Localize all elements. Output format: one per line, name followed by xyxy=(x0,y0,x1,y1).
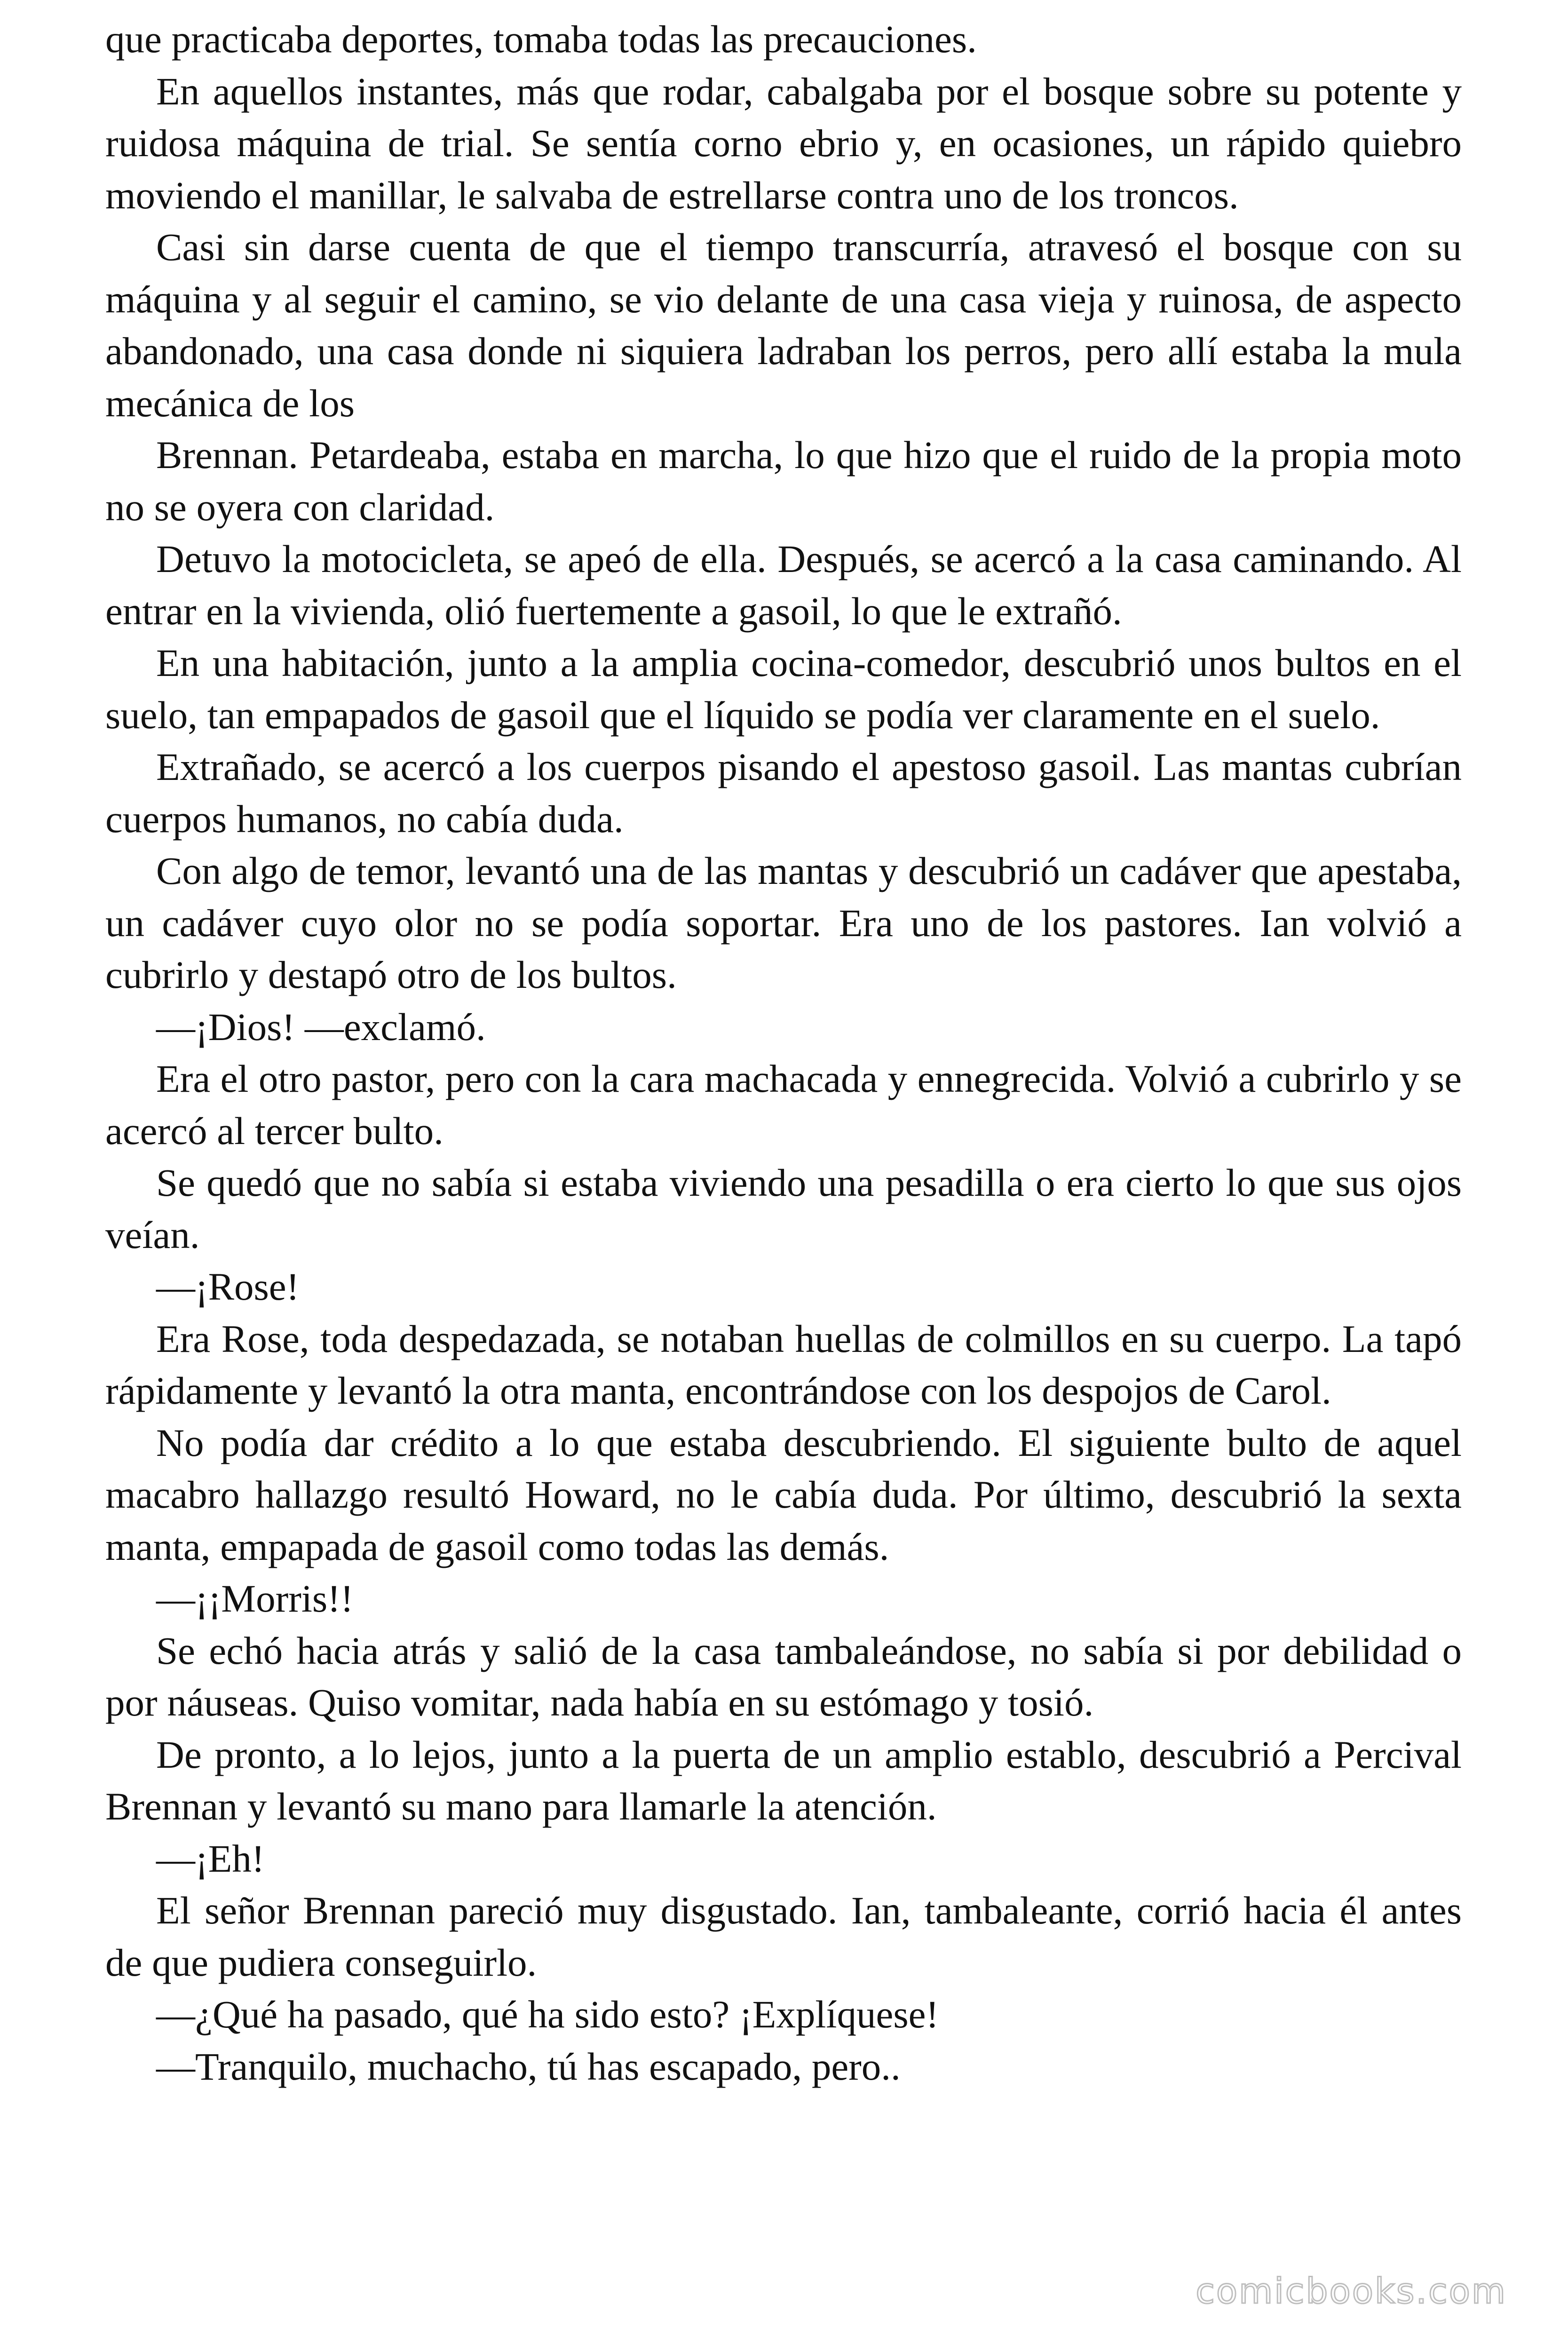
document-page xyxy=(105,13,1462,2092)
dialogue-line: —¿Qué ha pasado, qué ha sido esto? ¡Explíquese! xyxy=(156,1993,939,2036)
paragraph: Con algo de temor, levantó una de las mantas y descubrió un cadáver que apestaba, un cadáver cuyo olor no se podía soportar. Era uno de los pastores. Ian volvió a cubrirlo y destapó otro de los bultos. xyxy=(105,849,1462,996)
paragraph: Era Rose, toda despedazada, se notaban huellas de colmillos en su cuerpo. La tapó rápidamente y levantó la otra manta, encontrándose con los despojos de Carol. xyxy=(105,1317,1462,1412)
paragraph: Se echó hacia atrás y salió de la casa tambaleándose, no sabía si por debilidad o por náuseas. Quiso vomitar, nada había en su estómago y tosió. xyxy=(105,1629,1462,1724)
paragraph: Se quedó que no sabía si estaba viviendo una pesadilla o era cierto lo que sus ojos veían. xyxy=(105,1161,1462,1256)
paragraph: Extrañado, se acercó a los cuerpos pisando el apestoso gasoil. Las mantas cubrían cuerpos humanos, no cabía duda. xyxy=(105,745,1462,841)
paragraph: Detuvo la motocicleta, se apeó de ella. Después, se acercó a la casa caminando. Al entrar en la vivienda, olió fuertemente a gasoil, lo que le extrañó. xyxy=(105,537,1462,633)
paragraph: No podía dar crédito a lo que estaba descubriendo. El siguiente bulto de aquel macabro hallazgo resultó Howard, no le cabía duda. Por último, descubrió la sexta manta, empapada de gasoil como todas las demás. xyxy=(105,1421,1462,1568)
watermark: comicbooks.com xyxy=(1196,2271,1507,2312)
paragraph: En una habitación, junto a la amplia cocina-comedor, descubrió unos bultos en el suelo, tan empapados de gasoil que el líquido se podía ver claramente en el suelo. xyxy=(105,641,1462,737)
paragraph: De pronto, a lo lejos, junto a la puerta de un amplio establo, descubrió a Percival Brennan y levantó su mano para llamarle la atención. xyxy=(105,1732,1462,1828)
paragraph: Casi sin darse cuenta de que el tiempo transcurría, atravesó el bosque con su máquina y al seguir el camino, se vio delante de una casa vieja y ruinosa, de aspecto abandonado, una casa donde ni siquiera ladraban los perros, pero allí estaba la mula mecánica de los xyxy=(105,225,1462,425)
dialogue-line: —¡Dios! —exclamó. xyxy=(156,1005,486,1049)
paragraph: Era el otro pastor, pero con la cara machacada y ennegrecida. Volvió a cubrirlo y se acercó al tercer bulto. xyxy=(105,1057,1462,1152)
paragraph: Brennan. Petardeaba, estaba en marcha, lo que hizo que el ruido de la propia moto no se oyera con claridad. xyxy=(105,433,1462,529)
dialogue-line: —¡Rose! xyxy=(156,1265,300,1308)
paragraph: El señor Brennan pareció muy disgustado. Ian, tambaleante, corrió hacia él antes de que pudiera conseguirlo. xyxy=(105,1889,1462,1984)
paragraph-continuation: que practicaba deportes, tomaba todas las precauciones. xyxy=(105,17,977,61)
paragraph: En aquellos instantes, más que rodar, cabalgaba por el bosque sobre su potente y ruidosa máquina de trial. Se sentía corno ebrio y, en ocasiones, un rápido quiebro moviendo el manillar, le salvaba de estrellarse contra uno de los troncos. xyxy=(105,69,1462,217)
dialogue-line: —¡¡Morris!! xyxy=(156,1577,354,1620)
dialogue-line: —Tranquilo, muchacho, tú has escapado, pero.. xyxy=(156,2044,901,2088)
dialogue-line: —¡Eh! xyxy=(156,1836,265,1880)
